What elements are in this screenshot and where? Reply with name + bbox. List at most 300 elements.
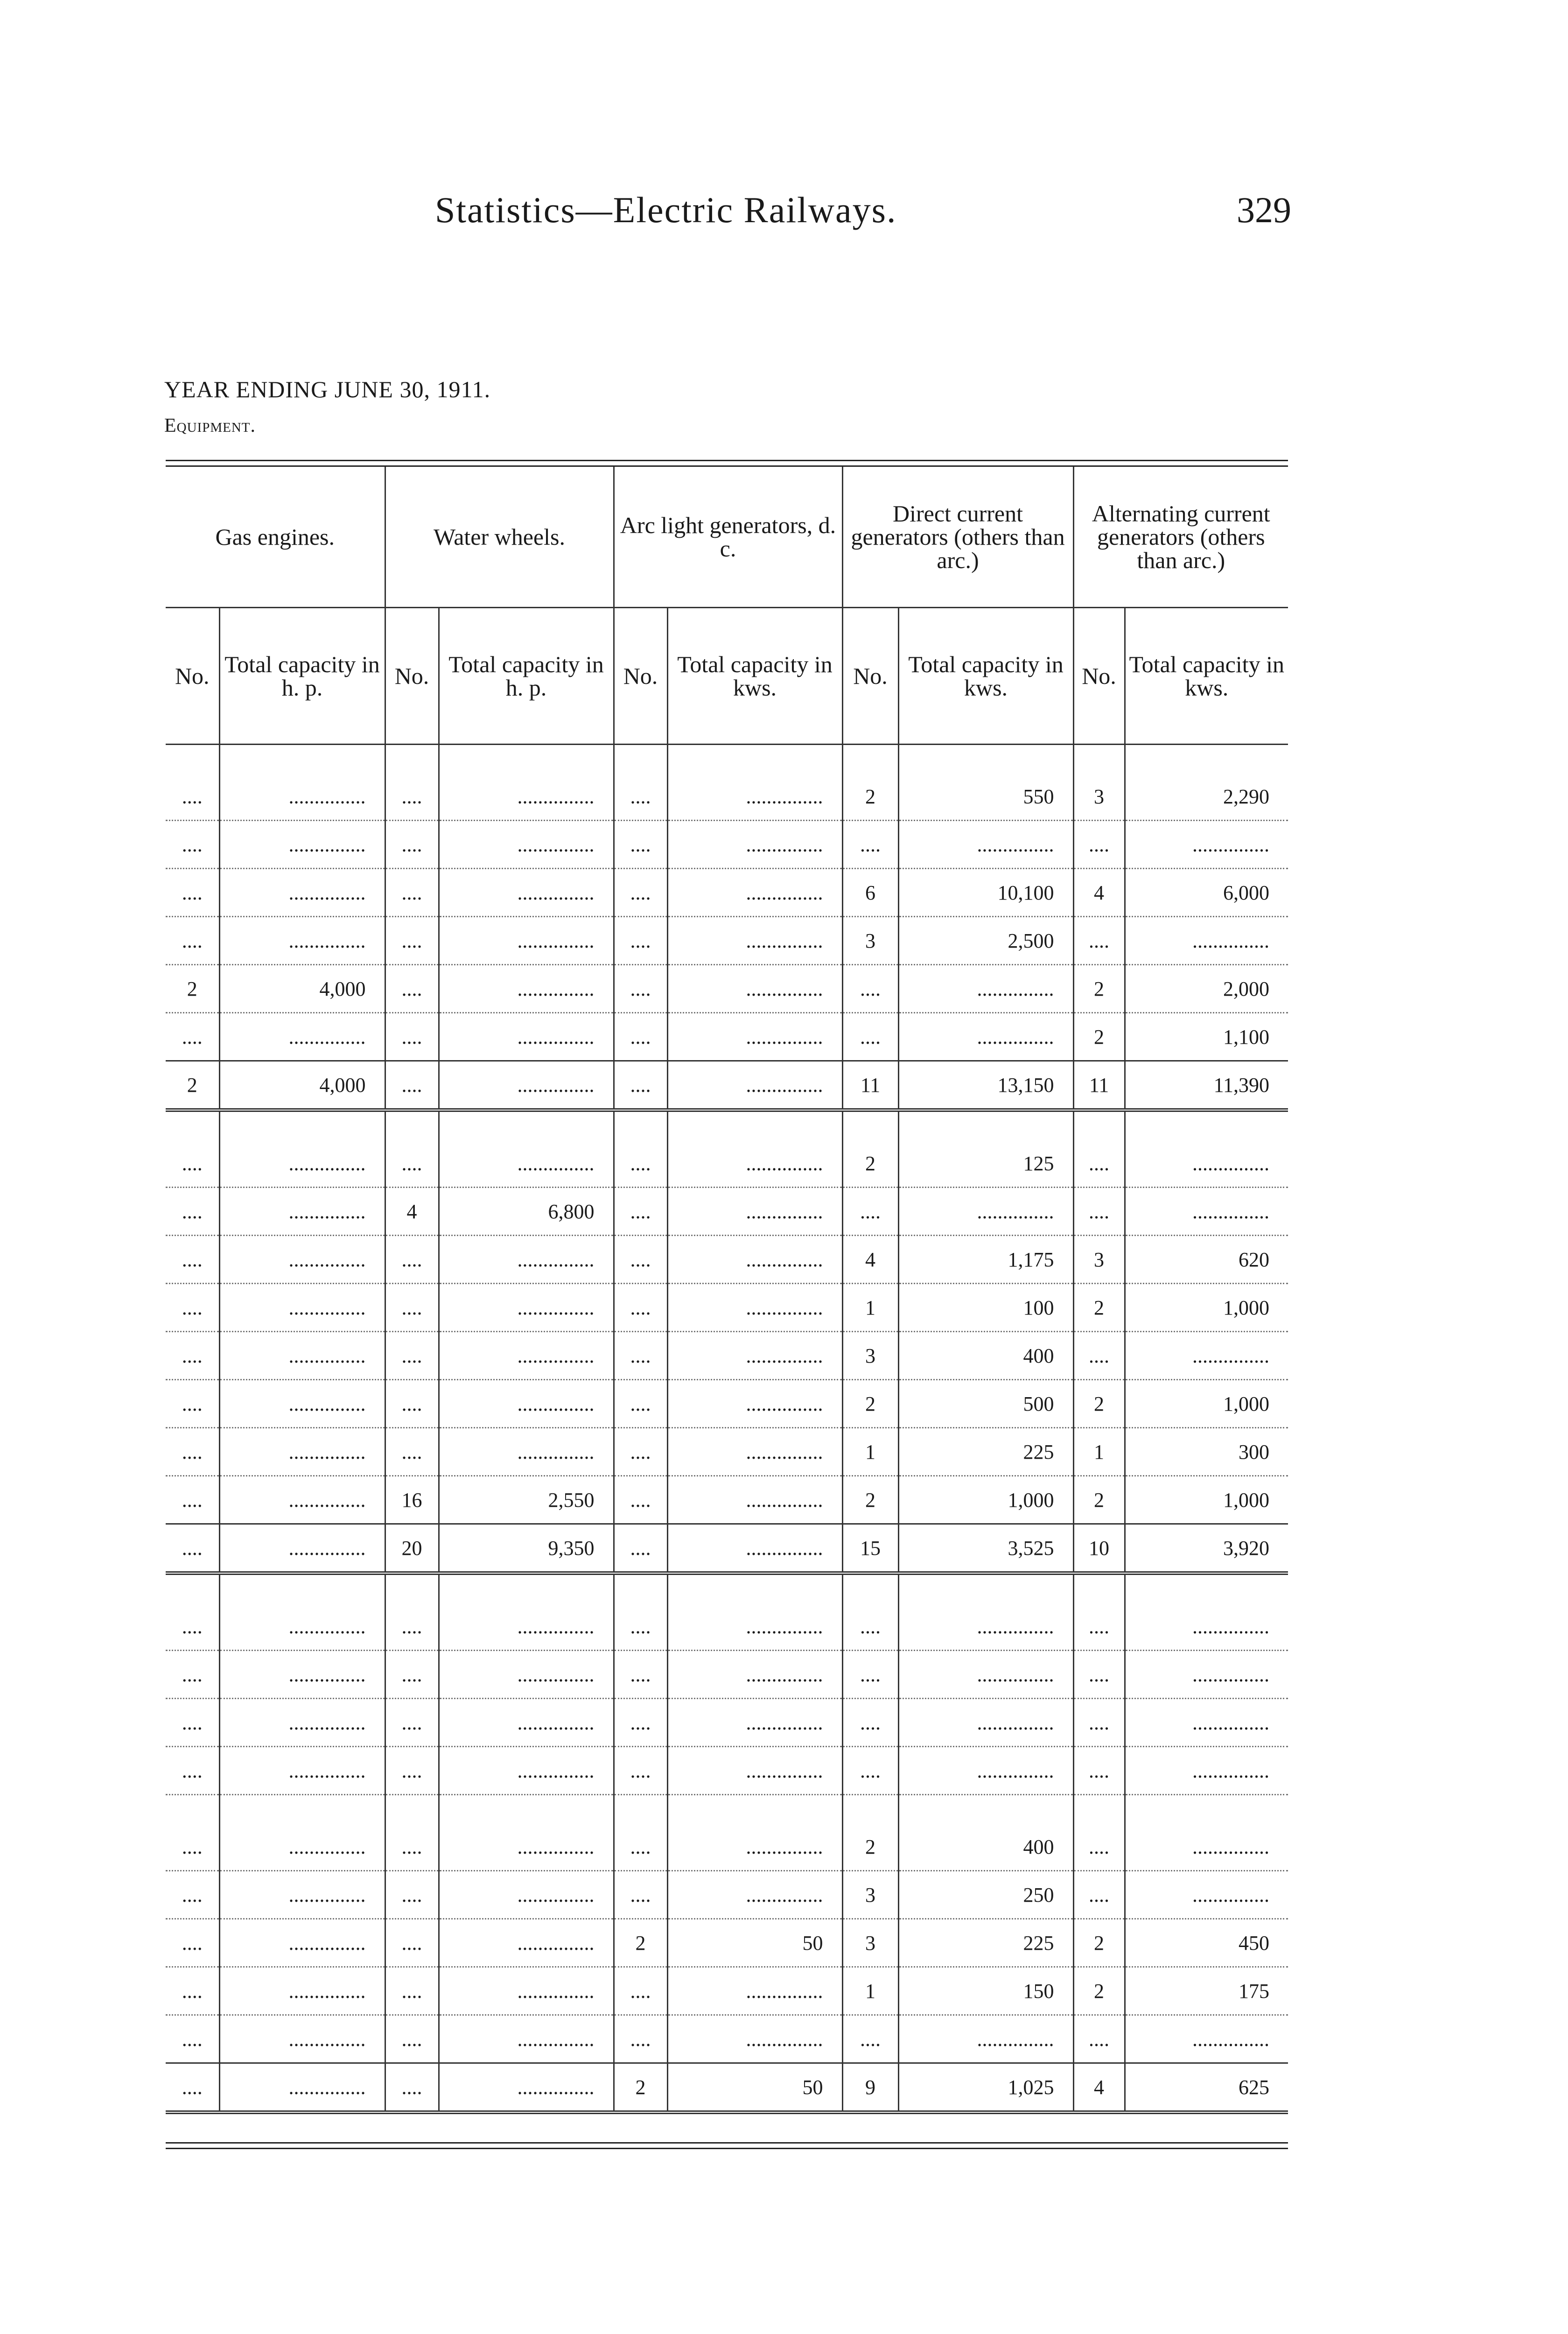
cell-capacity: ............... (219, 1747, 385, 1795)
cell-number: .... (614, 1380, 667, 1428)
cell-capacity: ............... (439, 2015, 614, 2063)
cell-number: .... (166, 1476, 219, 1524)
cell-number: .... (1073, 917, 1125, 965)
cell-number: .... (614, 1967, 667, 2015)
table-row (166, 1747, 1288, 1795)
cell-number: 2 (1073, 1284, 1125, 1332)
cell-capacity: ............... (439, 1699, 614, 1747)
cell-number: .... (614, 1428, 667, 1476)
cell-number: .... (614, 1140, 667, 1188)
cell-capacity: ............... (439, 1332, 614, 1380)
cell-capacity: ............... (1125, 1188, 1288, 1236)
cell-number: .... (614, 1476, 667, 1524)
spacer-row (166, 1110, 1288, 1140)
cell-capacity: ............... (1125, 1823, 1288, 1871)
table-row (166, 821, 1288, 869)
cell-number: .... (385, 1236, 439, 1284)
cell-capacity: ............... (439, 1236, 614, 1284)
cell-capacity: ............... (439, 1061, 614, 1111)
cell-capacity: ............... (439, 1651, 614, 1699)
cell-number: .... (166, 1823, 219, 1871)
cell-capacity: ............... (667, 1140, 842, 1188)
cell-capacity: ............... (219, 1332, 385, 1380)
cell-number: .... (614, 1236, 667, 1284)
cell-number: .... (614, 1332, 667, 1380)
header-no: No. (385, 608, 439, 745)
cell-number: .... (1073, 821, 1125, 869)
cell-capacity: ............... (1125, 917, 1288, 965)
cell-capacity: ............... (439, 1380, 614, 1428)
cell-number: .... (385, 821, 439, 869)
cell-number: .... (385, 1823, 439, 1871)
cell-number: 2 (166, 965, 219, 1013)
total-row (166, 2063, 1288, 2113)
cell-capacity: ............... (219, 1823, 385, 1871)
cell-capacity: ............... (667, 1236, 842, 1284)
cell-number: .... (385, 773, 439, 821)
cell-capacity: ............... (898, 1747, 1073, 1795)
group-water-wheels: Water wheels. (385, 467, 614, 608)
spacer-row (166, 1795, 1288, 1824)
cell-capacity: ............... (219, 773, 385, 821)
cell-number: .... (1073, 1699, 1125, 1747)
cell-capacity: ............... (1125, 1140, 1288, 1188)
cell-capacity: ............... (219, 1188, 385, 1236)
table-row (166, 1332, 1288, 1380)
cell-number: .... (842, 1603, 898, 1651)
cell-number: 2 (1073, 1967, 1125, 2015)
cell-capacity: ............... (439, 1013, 614, 1061)
cell-number: 2 (1073, 1919, 1125, 1967)
cell-capacity: ............... (439, 1428, 614, 1476)
cell-number: .... (166, 1967, 219, 2015)
cell-capacity: ............... (667, 1823, 842, 1871)
table-row (166, 1428, 1288, 1476)
cell-number: .... (166, 1013, 219, 1061)
cell-capacity: ............... (219, 1524, 385, 1574)
cell-capacity: ............... (1125, 1651, 1288, 1699)
cell-capacity: ............... (219, 1140, 385, 1188)
equipment-table-wrap (166, 460, 1288, 2149)
cell-capacity: ............... (898, 1603, 1073, 1651)
cell-capacity: ............... (667, 1013, 842, 1061)
cell-capacity: ............... (667, 1428, 842, 1476)
cell-number: .... (166, 1871, 219, 1919)
cell-number: .... (842, 1188, 898, 1236)
cell-number: .... (385, 1603, 439, 1651)
cell-number: .... (1073, 1603, 1125, 1651)
table-row (166, 1823, 1288, 1871)
header-capacity-kws: Total capacity in kws. (898, 608, 1073, 745)
cell-number: 15 (842, 1524, 898, 1574)
cell-capacity: 620 (1125, 1236, 1288, 1284)
cell-capacity: ............... (219, 1967, 385, 2015)
cell-number: .... (842, 2015, 898, 2063)
table-row (166, 1236, 1288, 1284)
cell-capacity: 625 (1125, 2063, 1288, 2113)
cell-number: .... (166, 869, 219, 917)
cell-number: 2 (166, 1061, 219, 1111)
cell-number: .... (166, 1524, 219, 1574)
cell-number: .... (614, 1747, 667, 1795)
cell-number: .... (1073, 1188, 1125, 1236)
table-row (166, 1013, 1288, 1061)
cell-capacity: ............... (219, 1476, 385, 1524)
cell-number: .... (166, 1380, 219, 1428)
cell-number: .... (1073, 1140, 1125, 1188)
group-alternating-current-generators: Alternating current generators (others than arc.) (1073, 467, 1288, 608)
cell-number: .... (385, 1380, 439, 1428)
cell-number: 20 (385, 1524, 439, 1574)
cell-number: .... (1073, 1747, 1125, 1795)
cell-capacity: 250 (898, 1871, 1073, 1919)
cell-capacity: 13,150 (898, 1061, 1073, 1111)
cell-number: .... (614, 1284, 667, 1332)
cell-capacity: 1,000 (1125, 1380, 1288, 1428)
cell-capacity: ............... (439, 917, 614, 965)
cell-number: .... (385, 1967, 439, 2015)
cell-capacity: 6,000 (1125, 869, 1288, 917)
cell-number: .... (385, 917, 439, 965)
cell-number: 2 (614, 1919, 667, 1967)
cell-capacity: ............... (219, 1699, 385, 1747)
cell-capacity: ............... (898, 1188, 1073, 1236)
cell-number: .... (166, 1284, 219, 1332)
cell-capacity: 4,000 (219, 965, 385, 1013)
cell-number: 3 (1073, 1236, 1125, 1284)
cell-number: .... (166, 1747, 219, 1795)
cell-capacity: ............... (439, 1747, 614, 1795)
cell-number: .... (385, 1013, 439, 1061)
cell-capacity: ............... (439, 1140, 614, 1188)
cell-capacity: 11,390 (1125, 1061, 1288, 1111)
cell-capacity: ............... (219, 2015, 385, 2063)
cell-capacity: 6,800 (439, 1188, 614, 1236)
cell-capacity: ............... (667, 1284, 842, 1332)
cell-capacity: ............... (667, 1747, 842, 1795)
cell-capacity: ............... (667, 1603, 842, 1651)
cell-capacity: ............... (219, 1428, 385, 1476)
cell-capacity: ............... (219, 1871, 385, 1919)
section-label: Equipment. (164, 415, 256, 436)
header-capacity-hp: Total capacity in h. p. (219, 608, 385, 745)
table-row (166, 1967, 1288, 2015)
cell-number: .... (385, 1651, 439, 1699)
spacer-row (166, 1573, 1288, 1603)
cell-capacity: 400 (898, 1332, 1073, 1380)
cell-number: .... (1073, 1332, 1125, 1380)
cell-number: 2 (842, 1380, 898, 1428)
cell-number: .... (385, 1140, 439, 1188)
cell-number: 11 (1073, 1061, 1125, 1111)
table-row (166, 1188, 1288, 1236)
cell-number: .... (385, 1284, 439, 1332)
cell-number: .... (166, 1651, 219, 1699)
cell-capacity: ............... (1125, 1871, 1288, 1919)
spacer-row (166, 745, 1288, 773)
cell-number: .... (842, 1747, 898, 1795)
table-row (166, 1871, 1288, 1919)
cell-capacity: ............... (439, 773, 614, 821)
cell-number: 4 (842, 1236, 898, 1284)
cell-capacity: 1,100 (1125, 1013, 1288, 1061)
cell-number: .... (614, 965, 667, 1013)
cell-number: 2 (842, 1476, 898, 1524)
cell-number: .... (842, 1651, 898, 1699)
cell-capacity: 50 (667, 2063, 842, 2113)
bottom-rule (166, 2142, 1288, 2149)
cell-number: 2 (1073, 1380, 1125, 1428)
cell-number: 6 (842, 869, 898, 917)
cell-capacity: 2,550 (439, 1476, 614, 1524)
cell-number: .... (614, 1188, 667, 1236)
cell-number: 1 (842, 1967, 898, 2015)
cell-capacity: ............... (667, 2015, 842, 2063)
cell-capacity: ............... (219, 1380, 385, 1428)
cell-number: .... (385, 2015, 439, 2063)
cell-number: .... (385, 2063, 439, 2113)
cell-number: 3 (842, 1919, 898, 1967)
table-row (166, 773, 1288, 821)
cell-capacity: ............... (667, 1524, 842, 1574)
cell-number: .... (614, 869, 667, 917)
cell-capacity: ............... (667, 1699, 842, 1747)
cell-capacity: 10,100 (898, 869, 1073, 917)
cell-number: .... (385, 1699, 439, 1747)
cell-number: 3 (842, 1871, 898, 1919)
cell-number: 1 (1073, 1428, 1125, 1476)
cell-capacity: 400 (898, 1823, 1073, 1871)
cell-capacity: ............... (667, 1871, 842, 1919)
cell-capacity: ............... (219, 869, 385, 917)
cell-number: .... (166, 773, 219, 821)
cell-number: 4 (385, 1188, 439, 1236)
cell-number: .... (166, 821, 219, 869)
total-row (166, 1061, 1288, 1111)
table-row (166, 869, 1288, 917)
cell-number: .... (842, 965, 898, 1013)
cell-capacity: ............... (667, 1967, 842, 2015)
group-gas-engines: Gas engines. (166, 467, 385, 608)
header-capacity-kws: Total capacity in kws. (667, 608, 842, 745)
cell-number: 4 (1073, 869, 1125, 917)
cell-capacity: ............... (667, 965, 842, 1013)
cell-number: 1 (842, 1428, 898, 1476)
cell-number: .... (614, 2015, 667, 2063)
header-no: No. (614, 608, 667, 745)
cell-number: .... (1073, 2015, 1125, 2063)
cell-number: .... (166, 1188, 219, 1236)
group-arc-light-generators: Arc light generators, d. c. (614, 467, 842, 608)
cell-capacity: ............... (439, 869, 614, 917)
cell-capacity: 225 (898, 1428, 1073, 1476)
cell-number: .... (385, 1332, 439, 1380)
cell-capacity: 550 (898, 773, 1073, 821)
cell-number: 2 (1073, 965, 1125, 1013)
cell-number: .... (614, 1603, 667, 1651)
cell-capacity: 2,000 (1125, 965, 1288, 1013)
cell-capacity: ............... (667, 1188, 842, 1236)
cell-number: .... (166, 1332, 219, 1380)
cell-capacity: 1,000 (1125, 1284, 1288, 1332)
cell-number: .... (1073, 1651, 1125, 1699)
cell-capacity: 1,000 (1125, 1476, 1288, 1524)
cell-capacity: ............... (219, 1651, 385, 1699)
cell-capacity: ............... (898, 1699, 1073, 1747)
running-head (0, 189, 1568, 230)
cell-capacity: ............... (439, 1967, 614, 2015)
cell-capacity: ............... (667, 869, 842, 917)
cell-number: .... (385, 1428, 439, 1476)
cell-number: .... (385, 1871, 439, 1919)
cell-capacity: ............... (1125, 1747, 1288, 1795)
cell-capacity: ............... (667, 1061, 842, 1111)
table-row (166, 1699, 1288, 1747)
cell-capacity: ............... (667, 1332, 842, 1380)
cell-capacity: 1,025 (898, 2063, 1073, 2113)
cell-number: 2 (842, 1140, 898, 1188)
cell-capacity: 2,290 (1125, 773, 1288, 821)
cell-capacity: 450 (1125, 1919, 1288, 1967)
cell-capacity: ............... (439, 1284, 614, 1332)
equipment-table (166, 467, 1288, 2114)
year-heading: YEAR ENDING JUNE 30, 1911. (164, 376, 491, 402)
cell-number: .... (166, 1699, 219, 1747)
table-body (166, 745, 1288, 2113)
cell-number: 3 (842, 1332, 898, 1380)
cell-number: .... (614, 1699, 667, 1747)
cell-capacity: ............... (439, 1871, 614, 1919)
cell-capacity: 225 (898, 1919, 1073, 1967)
table-row (166, 1284, 1288, 1332)
cell-number: 3 (1073, 773, 1125, 821)
cell-capacity: 2,500 (898, 917, 1073, 965)
table-row (166, 1140, 1288, 1188)
header-capacity-kws: Total capacity in kws. (1125, 608, 1288, 745)
cell-number: .... (614, 1823, 667, 1871)
cell-number: 16 (385, 1476, 439, 1524)
cell-capacity: ............... (219, 1236, 385, 1284)
cell-number: .... (166, 1919, 219, 1967)
header-no: No. (842, 608, 898, 745)
cell-capacity: 1,000 (898, 1476, 1073, 1524)
cell-number: 4 (1073, 2063, 1125, 2113)
cell-number: .... (614, 821, 667, 869)
cell-number: .... (842, 821, 898, 869)
cell-number: .... (166, 2015, 219, 2063)
cell-capacity: ............... (667, 1651, 842, 1699)
cell-number: .... (614, 1061, 667, 1111)
cell-number: .... (385, 1919, 439, 1967)
cell-capacity: 1,175 (898, 1236, 1073, 1284)
cell-number: 2 (842, 773, 898, 821)
cell-capacity: ............... (898, 1651, 1073, 1699)
cell-number: .... (614, 1524, 667, 1574)
cell-number: .... (166, 1428, 219, 1476)
cell-capacity: ............... (439, 1919, 614, 1967)
cell-capacity: 175 (1125, 1967, 1288, 2015)
cell-capacity: ............... (1125, 1699, 1288, 1747)
cell-capacity: ............... (898, 1013, 1073, 1061)
cell-number: .... (614, 773, 667, 821)
cell-number: 11 (842, 1061, 898, 1111)
cell-number: .... (842, 1699, 898, 1747)
cell-capacity: ............... (219, 1284, 385, 1332)
cell-capacity: ............... (219, 917, 385, 965)
cell-capacity: ............... (219, 1013, 385, 1061)
top-rule (166, 460, 1288, 467)
cell-number: 9 (842, 2063, 898, 2113)
cell-capacity: ............... (667, 821, 842, 869)
cell-capacity: 150 (898, 1967, 1073, 2015)
cell-number: .... (385, 1747, 439, 1795)
cell-capacity: ............... (439, 1603, 614, 1651)
cell-capacity: ............... (219, 821, 385, 869)
cell-capacity: ............... (898, 2015, 1073, 2063)
cell-capacity: ............... (219, 1919, 385, 1967)
cell-capacity: 125 (898, 1140, 1073, 1188)
cell-capacity: 3,920 (1125, 1524, 1288, 1574)
cell-capacity: 50 (667, 1919, 842, 1967)
group-direct-current-generators: Direct current generators (others than arc.) (842, 467, 1073, 608)
table-row (166, 965, 1288, 1013)
cell-number: .... (614, 917, 667, 965)
cell-capacity: 9,350 (439, 1524, 614, 1574)
cell-capacity: ............... (439, 1823, 614, 1871)
cell-capacity: ............... (1125, 821, 1288, 869)
header-capacity-hp: Total capacity in h. p. (439, 608, 614, 745)
cell-capacity: ............... (1125, 1332, 1288, 1380)
cell-capacity: 300 (1125, 1428, 1288, 1476)
table-row (166, 2015, 1288, 2063)
cell-capacity: ............... (898, 821, 1073, 869)
cell-number: .... (385, 965, 439, 1013)
cell-capacity: ............... (667, 917, 842, 965)
cell-number: .... (614, 1651, 667, 1699)
cell-capacity: 3,525 (898, 1524, 1073, 1574)
total-row (166, 1524, 1288, 1574)
cell-capacity: ............... (1125, 1603, 1288, 1651)
cell-capacity: 500 (898, 1380, 1073, 1428)
cell-number: 3 (842, 917, 898, 965)
table-row (166, 917, 1288, 965)
cell-number: .... (614, 1871, 667, 1919)
cell-capacity: ............... (439, 965, 614, 1013)
cell-capacity: ............... (667, 1380, 842, 1428)
cell-number: 2 (1073, 1013, 1125, 1061)
cell-number: .... (1073, 1871, 1125, 1919)
cell-number: .... (842, 1013, 898, 1061)
table-row (166, 1380, 1288, 1428)
cell-number: 2 (614, 2063, 667, 2113)
cell-number: .... (166, 1140, 219, 1188)
cell-number: 2 (1073, 1476, 1125, 1524)
cell-capacity: ............... (219, 1603, 385, 1651)
cell-number: .... (614, 1013, 667, 1061)
cell-capacity: ............... (898, 965, 1073, 1013)
page-number: 329 (1237, 190, 1291, 230)
header-no: No. (1073, 608, 1125, 745)
cell-capacity: ............... (219, 2063, 385, 2113)
cell-number: 2 (842, 1823, 898, 1871)
table-row (166, 1919, 1288, 1967)
cell-number: .... (166, 1603, 219, 1651)
cell-capacity: ............... (439, 821, 614, 869)
cell-capacity: ............... (439, 2063, 614, 2113)
cell-capacity: ............... (667, 773, 842, 821)
header-no: No. (166, 608, 219, 745)
cell-number: .... (385, 1061, 439, 1111)
